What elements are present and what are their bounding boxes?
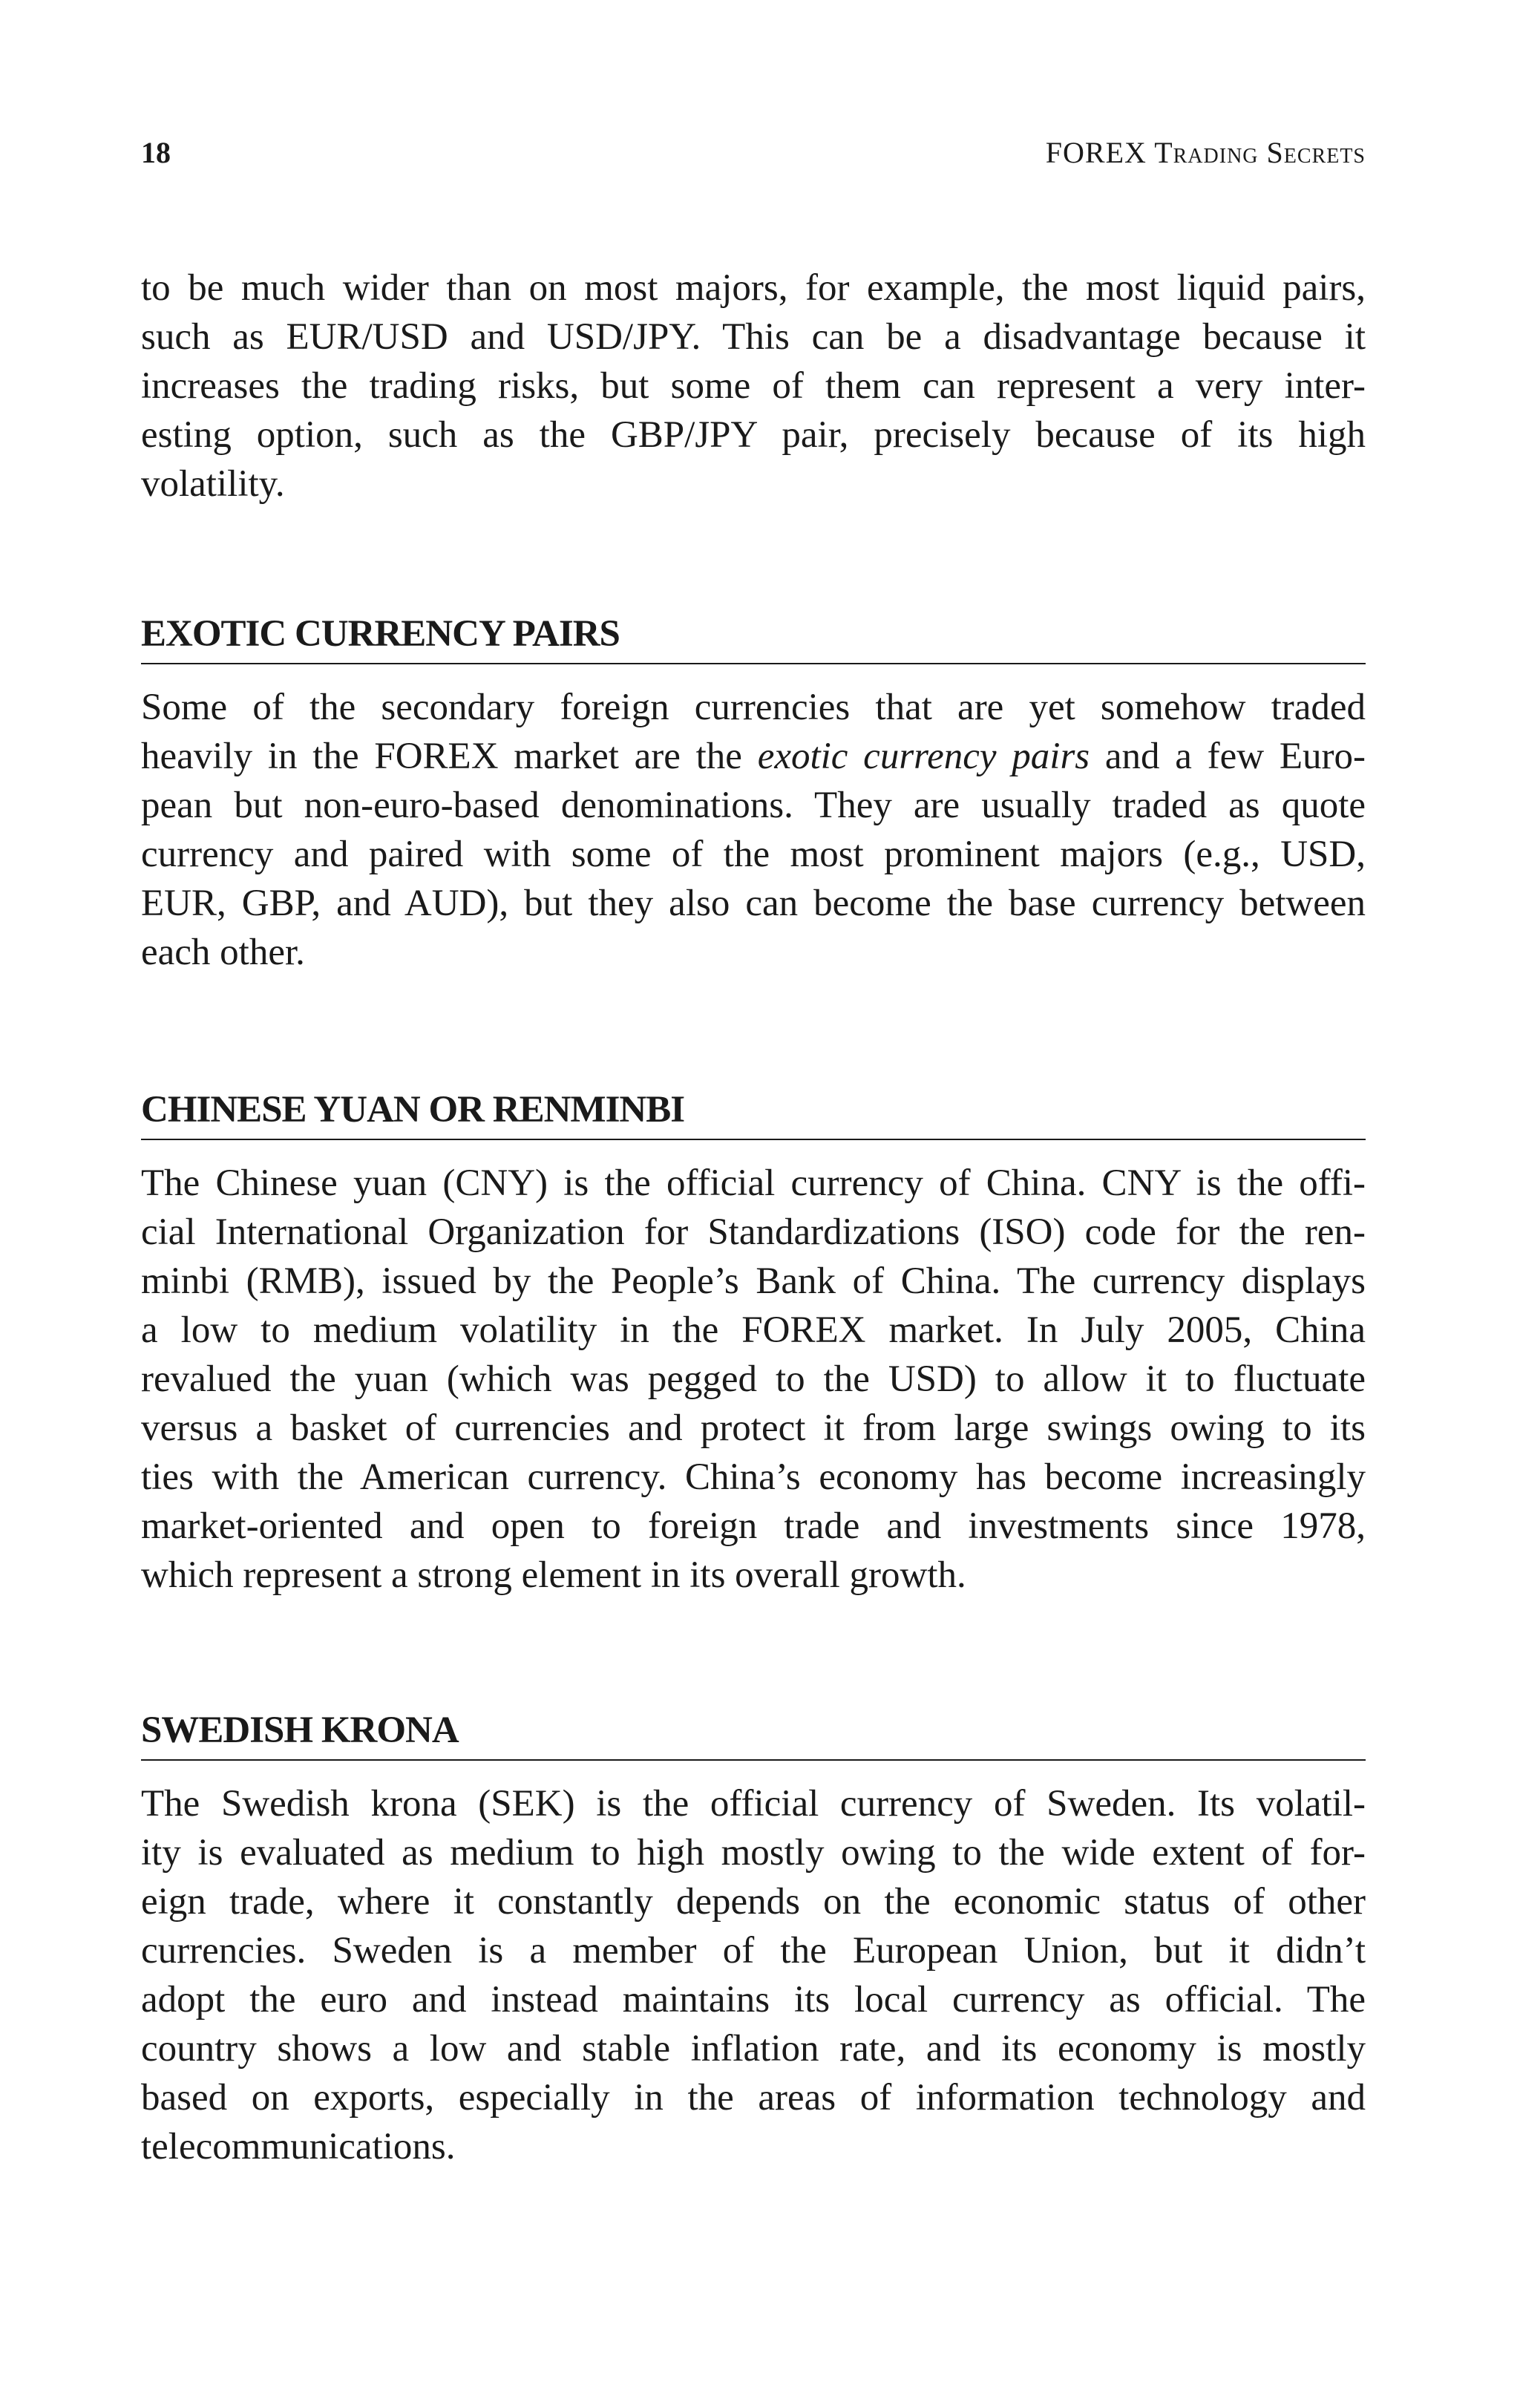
text-line: cial International Organization for Standardizations (ISO) code for the ren- [141, 1211, 1366, 1253]
text-line: Some of the secondary foreign currencies that are yet somehow traded [141, 687, 1366, 728]
text-line: ity is evaluated as medium to high mostly owing to the wide extent of for- [141, 1832, 1366, 1874]
text-line: versus a basket of currencies and protect it from large swings owing to its [141, 1407, 1366, 1449]
text-line: each other. [141, 932, 305, 973]
text-line: eign trade, where it constantly depends on the economic status of other [141, 1881, 1366, 1923]
text-run: and a few Euro- [1104, 736, 1366, 777]
text-line: telecommunications. [141, 2126, 456, 2167]
running-head [141, 131, 1366, 175]
exotic-currency-pairs-paragraph [141, 683, 1366, 977]
text-line: a low to medium volatility in the FOREX market. In July 2005, China [141, 1309, 1366, 1351]
text-line: which represent a strong element in its overall growth. [141, 1554, 966, 1596]
text-line: to be much wider than on most majors, for example, the most liquid pairs, [141, 267, 1366, 309]
text-line: country shows a low and stable inflation rate, and its economy is mostly [141, 2028, 1366, 2070]
text-line: volatility. [141, 463, 285, 505]
book-title: FOREX Trading Secrets [1045, 136, 1366, 169]
emphasis-exotic-currency-pairs: exotic currency pairs [757, 736, 1090, 777]
intro-paragraph [141, 264, 1366, 508]
text-line: ties with the American currency. China’s economy has become increasingly [141, 1456, 1366, 1498]
section-heading-swedish-krona: SWEDISH KRONA [141, 1706, 1366, 1761]
text-line: The Chinese yuan (CNY) is the official currency of China. CNY is the offi- [141, 1162, 1366, 1204]
text-line: adopt the euro and instead maintains its local currency as official. The [141, 1979, 1366, 2021]
text-line [141, 732, 1366, 781]
page-number: 18 [141, 136, 171, 169]
text-line: based on exports, especially in the areas of information technology and [141, 2077, 1366, 2119]
text-line: The Swedish krona (SEK) is the official currency of Sweden. Its volatil- [141, 1783, 1366, 1825]
text-line: market-oriented and open to foreign trade and investments since 1978, [141, 1505, 1366, 1547]
swedish-krona-paragraph [141, 1779, 1366, 2171]
text-line: increases the trading risks, but some of them can represent a very inter- [141, 365, 1366, 407]
text-line: EUR, GBP, and AUD), but they also can become the base currency between [141, 883, 1366, 924]
text-line: pean but non-euro-based denominations. They are usually traded as quote [141, 785, 1366, 826]
text-line: currency and paired with some of the most prominent majors (e.g., USD, [141, 834, 1366, 875]
text-line: such as EUR/USD and USD/JPY. This can be a disadvantage because it [141, 316, 1366, 358]
text-run: heavily in the FOREX market are the [141, 736, 742, 777]
section-heading-exotic-currency-pairs: EXOTIC CURRENCY PAIRS [141, 609, 1366, 664]
text-line: revalued the yuan (which was pegged to the USD) to allow it to fluctuate [141, 1358, 1366, 1400]
text-line: currencies. Sweden is a member of the European Union, but it didn’t [141, 1930, 1366, 1972]
section-heading-chinese-yuan: CHINESE YUAN OR RENMINBI [141, 1085, 1366, 1140]
text-line: minbi (RMB), issued by the People’s Bank of China. The currency displays [141, 1260, 1366, 1302]
chinese-yuan-paragraph [141, 1159, 1366, 1600]
text-line: esting option, such as the GBP/JPY pair, precisely because of its high [141, 414, 1366, 456]
